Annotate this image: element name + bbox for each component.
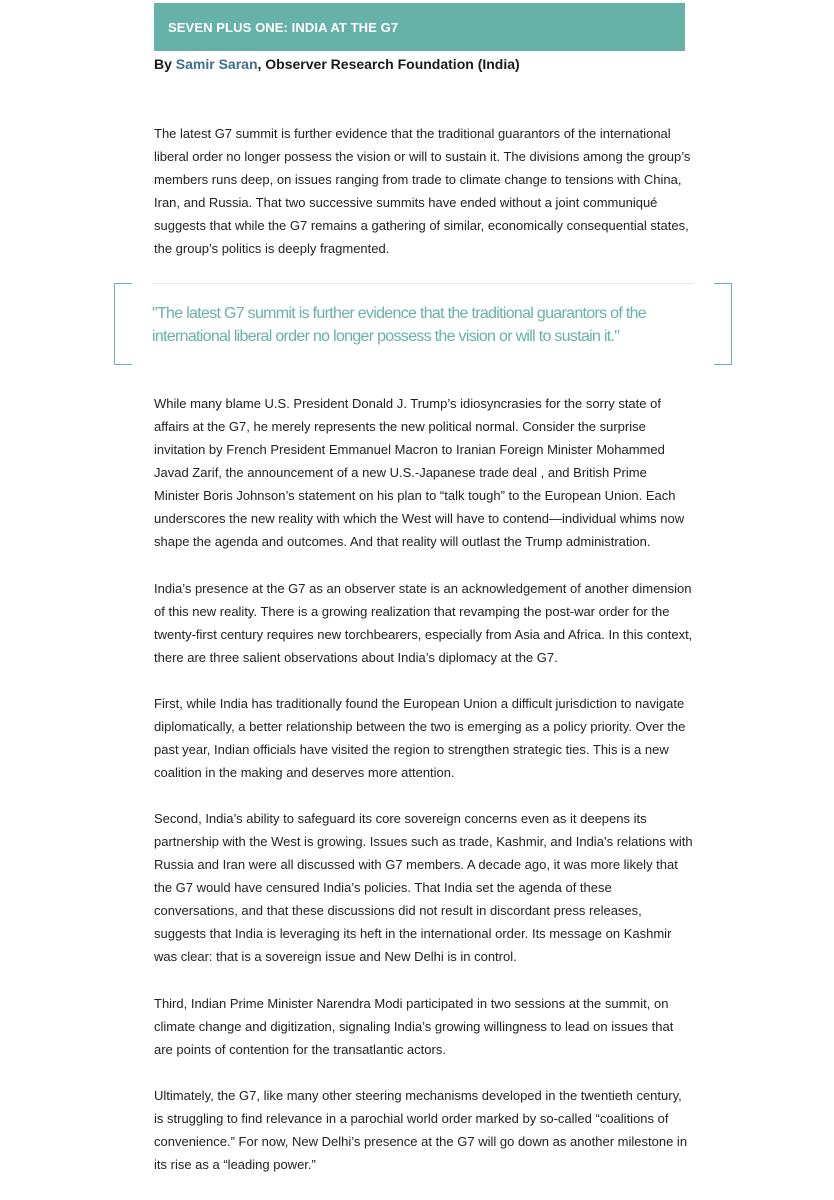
page-title: SEVEN PLUS ONE: INDIA AT THE G7 <box>168 19 399 35</box>
byline <box>154 56 520 72</box>
author-link[interactable]: Samir Saran <box>175 56 258 72</box>
paragraph-first: First, while India has traditionally found the European Union a difficult jurisdiction to navigate diplomatically, a better relationship between the two is emerging as a policy priority. Over the past year, Indian officials have visited the region to strengthen strategic ties. This is a new coalition in the making and deserves more attention. <box>154 696 686 780</box>
paragraph-ultimately: Ultimately, the G7, like many other steering mechanisms developed in the twentieth century, is struggling to find relevance in a parochial world order marked by so-called “coalitions of convenience.” For now, New Delhi’s presence at the G7 will go down as another milestone in its rise as a “leading power.” <box>154 1088 688 1172</box>
pull-quote-divider <box>152 283 694 284</box>
paragraph-india-presence: India’s presence at the G7 as an observer state is an acknowledgement of another dimension of this new reality. There is a growing realization that revamping the post-war order for the twenty-first century requires new torchbearers, especially from Asia and Africa. In this context, there are three salient observations about India’s diplomacy at the G7. <box>154 581 693 665</box>
paragraph-third: Third, Indian Prime Minister Narendra Modi participated in two sessions at the summit, on climate change and digitization, signaling India’s growing willingness to lead on issues that are points of contention for the transatlantic actors. <box>154 996 674 1057</box>
paragraph-second: Second, India’s ability to safeguard its core sovereign concerns even as it deepens its partnership with the West is growing. Issues such as trade, Kashmir, and India’s relations with Russia and Iran were all discussed with G7 members. A decade ago, it was more likely that the G7 would have censured India’s policies. That India set the agenda of these conversations, and that these discussions did not result in discordant press releases, suggests that India is leveraging its heft in the international order. Its message on Kashmir was clear: that is a sovereign issue and New Delhi is in control. <box>154 811 693 964</box>
paragraph-intro: The latest G7 summit is further evidence that the traditional guarantors of the international liberal order no longer possess the vision or will to sustain it. The divisions among the group’s members runs deep, on issues ranging from trade to climate change to tensions with China, Iran, and Russia. That two successive summits have ended without a joint communiqué suggests that while the G7 remains a gathering of similar, economically consequential states, the group’s politics is deeply fragmented. <box>154 126 691 256</box>
pull-quote-left-bracket <box>114 283 132 365</box>
byline-affiliation: , Observer Research Foundation (India) <box>257 56 520 72</box>
pull-quote-text: "The latest G7 summit is further evidence that the traditional guarantors of the international liberal order no longer possess the vision or will to sustain it." <box>152 305 646 345</box>
pull-quote <box>114 283 732 365</box>
byline-prefix: By <box>154 56 176 72</box>
paragraph-trump: While many blame U.S. President Donald J. Trump’s idiosyncrasies for the sorry state of affairs at the G7, he merely represents the new political normal. Consider the surprise invitation by French President Emmanuel Macron to Iranian Foreign Minister Mohammed Javad Zarif, the announcement of a new U.S.-Japanese trade deal , and British Prime Minister Boris Johnson’s statement on his plan to “talk tough” to the European Union. Each underscores the new reality with which the West will have to contend—individual whims now shape the agenda and outcomes. And that reality will outlast the Trump administration. <box>154 396 685 549</box>
pull-quote-right-bracket <box>714 283 732 365</box>
title-banner <box>154 3 685 51</box>
